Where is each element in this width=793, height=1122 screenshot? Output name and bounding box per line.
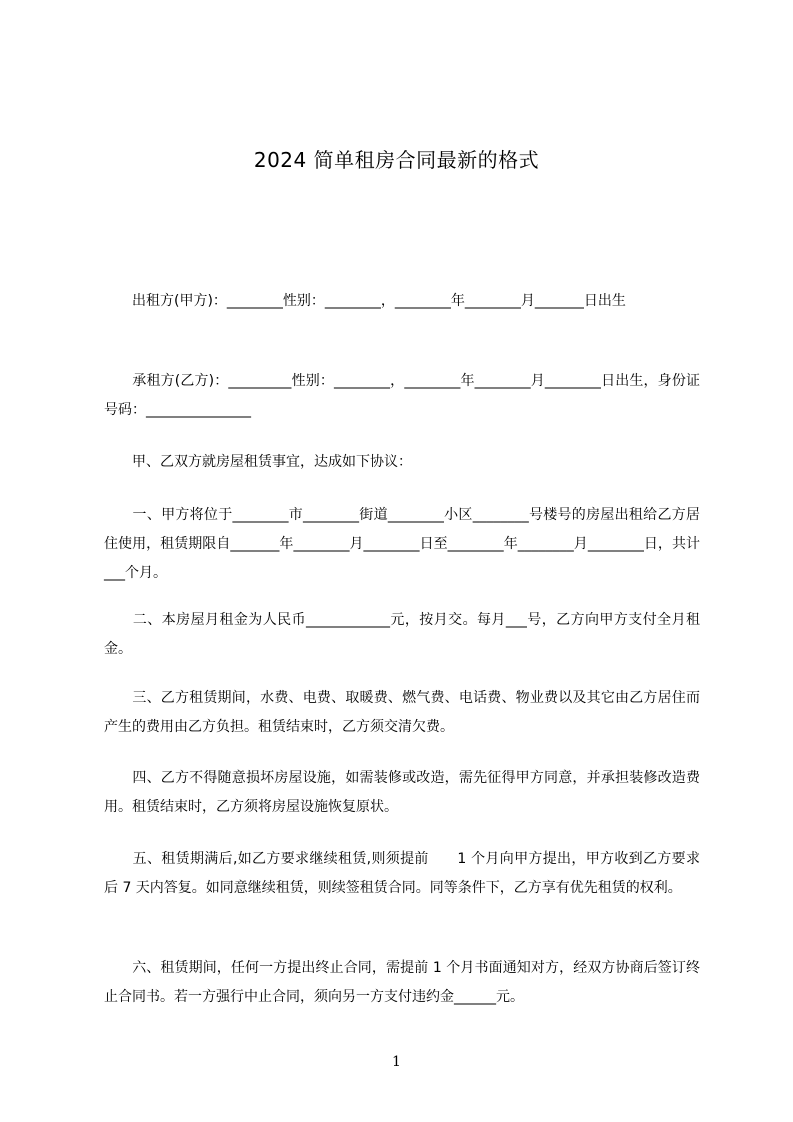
document-title: 2024 简单租房合同最新的格式 bbox=[253, 148, 540, 172]
clause-2-rent: 二、本房屋月租金为人民币____________元，按月交。每月___号，乙方向甲方支付全月租金。 bbox=[104, 612, 700, 657]
paragraph-agreement-intro: 甲、乙双方就房屋租赁事宜，达成如下协议： bbox=[104, 454, 412, 470]
clause-4-facilities: 四、乙方不得随意损坏房屋设施，如需装修或改造，需先征得甲方同意，并承担装修改造费用。租赁结束时，乙方须将房屋设施恢复原状。 bbox=[104, 770, 700, 815]
clause-5-renewal: 五、租赁期满后,如乙方要求继续租赁,则须提前 1 个月向甲方提出，甲方收到乙方要求后 7 天内答复。如同意继续租赁，则续签租赁合同。同等条件下，乙方享有优先租赁的权利。 bbox=[104, 851, 700, 896]
paragraph-lessee-info: 承租方(乙方)：_________性别：________，________年________月________日出生，身份证号码：_______________ bbox=[104, 373, 700, 418]
paragraph-lessor-info: 出租方(甲方)：________性别：________，________年________月_______日出生 bbox=[104, 293, 626, 309]
clause-1-property-location: 一、甲方将位于________市________街道________小区________号楼号的房屋出租给乙方居住使用，租赁期限自_______年________月________日至________年________月________日，共计___个月。 bbox=[104, 507, 700, 581]
clause-6-termination: 六、租赁期间，任何一方提出终止合同，需提前 1 个月书面通知对方，经双方协商后签订终止合同书。若一方强行中止合同，须向另一方支付违约金______元。 bbox=[104, 960, 700, 1005]
page-number: 1 bbox=[392, 1054, 401, 1070]
clause-3-utilities: 三、乙方租赁期间，水费、电费、取暖费、燃气费、电话费、物业费以及其它由乙方居住而产生的费用由乙方负担。租赁结束时，乙方须交清欠费。 bbox=[104, 690, 700, 735]
